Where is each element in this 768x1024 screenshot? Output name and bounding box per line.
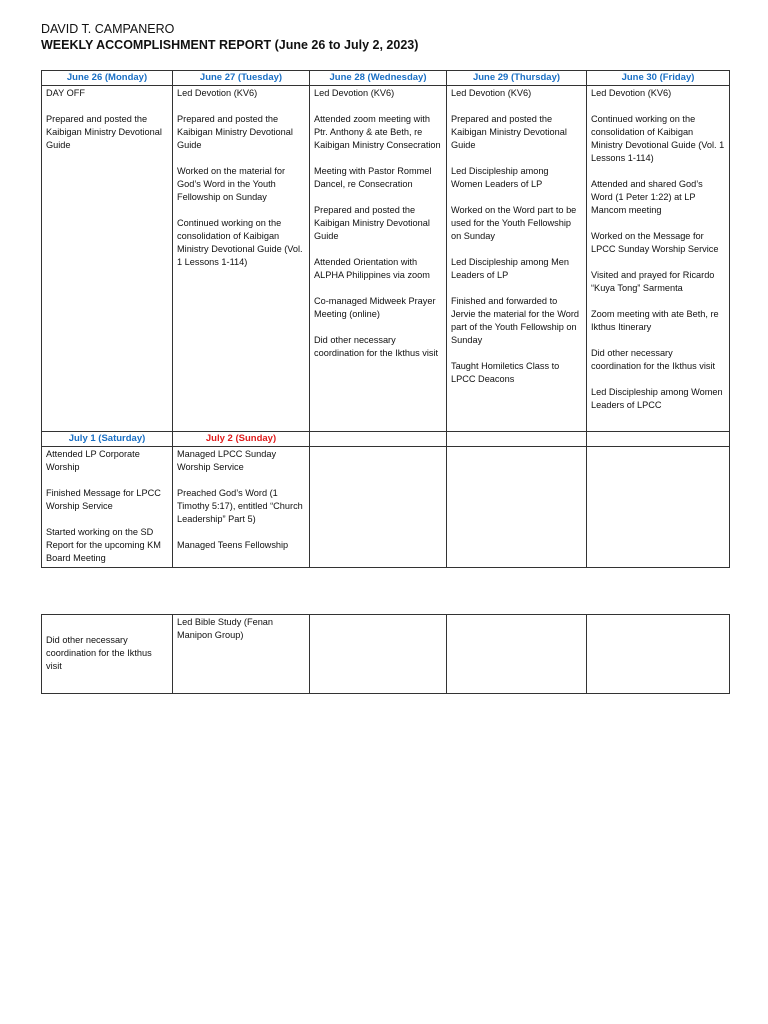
day-header-saturday: July 1 (Saturday)	[42, 432, 173, 447]
day-cell-sunday	[173, 447, 310, 568]
empty-cell	[447, 447, 587, 568]
weekly-report-table	[41, 70, 730, 568]
empty-header-cell	[310, 432, 447, 447]
activity-entry: Managed Teens Fellowship	[177, 540, 289, 550]
continuation-cell-5	[587, 615, 730, 694]
activity-entry: Continued working on the consolidation of Kaibigan Ministry Devotional Guide (Vol. 1 Lessons 1-114)	[177, 218, 303, 267]
activity-entry: Did other necessary coordination for the Ikthus visit	[314, 335, 439, 358]
activity-entry: Managed LPCC Sunday Worship Service	[177, 449, 277, 472]
day-cell-friday	[587, 86, 730, 432]
activity-entry: Attended LP Corporate Worship	[46, 449, 140, 472]
continuation-cell-1: Did other necessary coordination for the Ikthus visit	[42, 615, 173, 694]
empty-cell	[587, 447, 730, 568]
day-cell-saturday	[42, 447, 173, 568]
continuation-row	[42, 615, 730, 694]
continuation-cell-3	[310, 615, 447, 694]
activity-entry: DAY OFF	[46, 88, 85, 98]
activity-entry: Preached God’s Word (1 Timothy 5:17), entitled “Church Leadership” Part 5)	[177, 488, 303, 524]
empty-cell	[310, 447, 447, 568]
activity-entry: Taught Homiletics Class to LPCC Deacons	[451, 361, 560, 384]
activity-entry: Led Devotion (KV6)	[591, 88, 672, 98]
activity-entry: Continued working on the consolidation of Kaibigan Ministry Devotional Guide (Vol. 1 Lessons 1-114)	[591, 114, 725, 163]
entries-row-week1	[42, 86, 730, 432]
activity-entry: Prepared and posted the Kaibigan Ministry Devotional Guide	[177, 114, 293, 150]
report-header	[41, 22, 418, 54]
empty-header-cell	[587, 432, 730, 447]
activity-entry: Visited and prayed for Ricardo “Kuya Tong” Sarmenta	[591, 270, 715, 293]
header-row-week1	[42, 71, 730, 86]
activity-entry: Prepared and posted the Kaibigan Ministry Devotional Guide	[451, 114, 567, 150]
activity-entry: Finished Message for LPCC Worship Service	[46, 488, 161, 511]
activity-entry: Led Devotion (KV6)	[177, 88, 258, 98]
activity-entry: Worked on the Message for LPCC Sunday Worship Service	[591, 231, 719, 254]
activity-entry: Led Discipleship among Women Leaders of LP	[451, 166, 549, 189]
activity-entry: Attended Orientation with ALPHA Philippines via zoom	[314, 257, 430, 280]
activity-entry: Co-managed Midweek Prayer Meeting (online)	[314, 296, 436, 319]
continuation-table	[41, 614, 730, 694]
entries-row-week2	[42, 447, 730, 568]
day-cell-wednesday	[310, 86, 447, 432]
activity-entry: Attended zoom meeting with Ptr. Anthony & ate Beth, re Kaibigan Ministry Consecration	[314, 114, 441, 150]
day-header-monday: June 26 (Monday)	[42, 71, 173, 86]
day-header-wednesday: June 28 (Wednesday)	[310, 71, 447, 86]
day-header-tuesday: June 27 (Tuesday)	[173, 71, 310, 86]
activity-entry: Prepared and posted the Kaibigan Ministry Devotional Guide	[46, 114, 162, 150]
activity-entry: Finished and forwarded to Jervie the material for the Word part of the Youth Fellowship on Sunday	[451, 296, 579, 345]
activity-entry: Meeting with Pastor Rommel Dancel, re Consecration	[314, 166, 432, 189]
report-title: WEEKLY ACCOMPLISHMENT REPORT (June 26 to July 2, 2023)	[41, 38, 419, 52]
activity-entry: Led Discipleship among Men Leaders of LP	[451, 257, 569, 280]
day-cell-tuesday	[173, 86, 310, 432]
activity-entry: Worked on the material for God’s Word in the Youth Fellowship on Sunday	[177, 166, 286, 202]
day-header-thursday: June 29 (Thursday)	[447, 71, 587, 86]
day-cell-monday	[42, 86, 173, 432]
activity-entry: Led Discipleship among Women Leaders of LPCC	[591, 387, 723, 410]
day-header-friday: June 30 (Friday)	[587, 71, 730, 86]
activity-entry: Zoom meeting with ate Beth, re Ikthus Itinerary	[591, 309, 719, 332]
day-cell-thursday	[447, 86, 587, 432]
header-row-week2	[42, 432, 730, 447]
activity-entry: Prepared and posted the Kaibigan Ministry Devotional Guide	[314, 205, 430, 241]
continuation-cell-4	[447, 615, 587, 694]
activity-entry: Started working on the SD Report for the upcoming KM Board Meeting	[46, 527, 161, 563]
activity-entry: Worked on the Word part to be used for the Youth Fellowship on Sunday	[451, 205, 577, 241]
activity-entry: Did other necessary coordination for the Ikthus visit	[591, 348, 716, 371]
day-header-sunday: July 2 (Sunday)	[173, 432, 310, 447]
activity-entry: Led Devotion (KV6)	[314, 88, 395, 98]
author-name: DAVID T. CAMPANERO	[41, 22, 175, 36]
continuation-cell-2: Led Bible Study (Fenan Manipon Group)	[173, 615, 310, 694]
empty-header-cell	[447, 432, 587, 447]
activity-entry: Attended and shared God’s Word (1 Peter 1:22) at LP Mancom meeting	[591, 179, 703, 215]
activity-entry: Led Devotion (KV6)	[451, 88, 532, 98]
